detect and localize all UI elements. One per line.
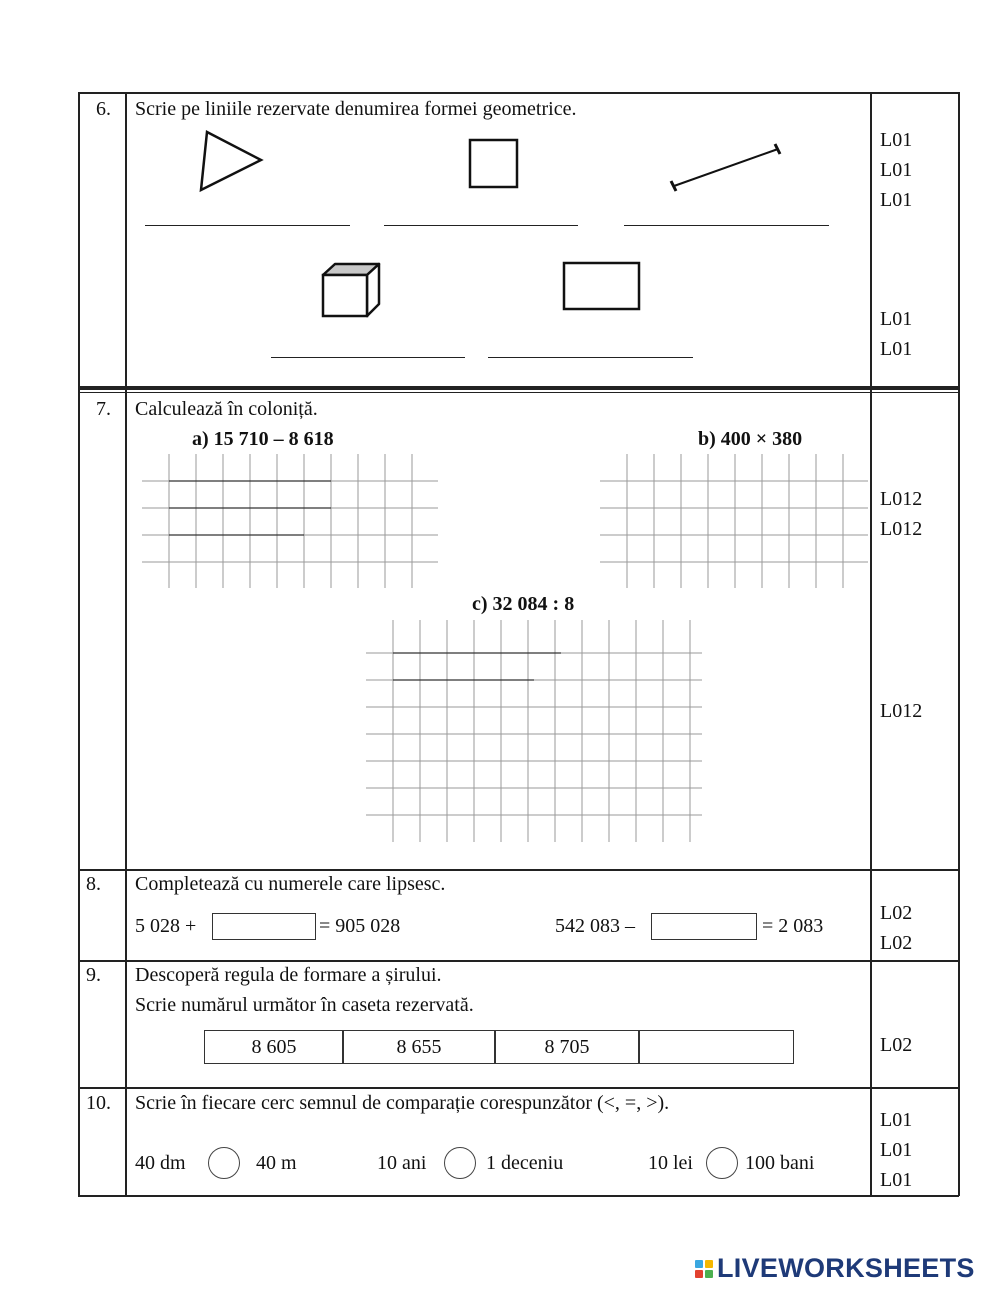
liveworksheets-logo[interactable] <box>695 1253 975 1284</box>
comparison-left: 10 ani <box>377 1152 427 1174</box>
level-label: L01 <box>880 1139 913 1161</box>
level-label: L01 <box>880 159 913 181</box>
comparison-right: 100 bani <box>745 1152 815 1174</box>
item-number: 9. <box>86 964 101 986</box>
triangle-shape <box>195 128 267 194</box>
item-number: 10. <box>86 1092 111 1114</box>
item-instruction: Completează cu numerele care lipsesc. <box>135 873 446 895</box>
calc-grid-b[interactable] <box>598 452 870 590</box>
equation-1-right: = 905 028 <box>319 915 401 937</box>
exercise-c: c) 32 084 : 8 <box>472 593 575 615</box>
equation-2-right: = 2 083 <box>762 915 824 937</box>
comparison-circle[interactable] <box>444 1147 476 1179</box>
item-instruction: Scrie pe liniile rezervate denumirea formei geometrice. <box>135 98 577 120</box>
level-label: L01 <box>880 308 913 330</box>
comparison-left: 10 lei <box>648 1152 693 1174</box>
item-instruction: Scrie în fiecare cerc semnul de comparație corespunzător (<, =, >). <box>135 1092 670 1114</box>
segment-shape <box>668 141 784 193</box>
level-label: L01 <box>880 1109 913 1131</box>
level-column <box>880 125 912 215</box>
comparison-right: 1 deceniu <box>486 1152 564 1174</box>
calc-grid-a[interactable] <box>140 452 440 590</box>
level-label: L01 <box>880 1169 913 1191</box>
missing-number-box-1[interactable] <box>212 913 316 940</box>
level-column <box>880 1030 912 1060</box>
sequence-cell: 8 605 <box>204 1030 344 1064</box>
level-label: L02 <box>880 932 913 954</box>
level-column <box>880 484 922 544</box>
level-label: L01 <box>880 129 913 151</box>
square-shape <box>466 136 522 192</box>
answer-line[interactable] <box>488 357 693 358</box>
answer-line[interactable] <box>624 225 829 226</box>
answer-line[interactable] <box>271 357 465 358</box>
level-label: L01 <box>880 338 913 360</box>
comparison-right: 40 m <box>256 1152 297 1174</box>
item-number: 8. <box>86 873 101 895</box>
sequence-cell: 8 705 <box>494 1030 640 1064</box>
level-label: L012 <box>880 518 923 540</box>
brand-name: LIVEWORKSHEETS <box>717 1253 975 1283</box>
level-column <box>880 696 922 726</box>
item-instruction-2: Scrie numărul următor în caseta rezervată. <box>135 994 474 1016</box>
level-label: L01 <box>880 189 913 211</box>
liveworksheets-logo-icon <box>695 1260 713 1278</box>
level-column <box>880 1105 912 1195</box>
comparison-left: 40 dm <box>135 1152 186 1174</box>
cube-shape <box>318 258 384 322</box>
sequence-cell: 8 655 <box>342 1030 496 1064</box>
answer-line[interactable] <box>145 225 350 226</box>
level-label: L012 <box>880 488 923 510</box>
rectangle-shape <box>559 258 645 314</box>
answer-line[interactable] <box>384 225 578 226</box>
item-number: 7. <box>96 398 111 420</box>
item-number: 6. <box>96 98 111 120</box>
level-label: L02 <box>880 902 913 924</box>
calc-grid-c[interactable] <box>364 618 704 844</box>
comparison-circle[interactable] <box>706 1147 738 1179</box>
equation-1-left: 5 028 + <box>135 915 197 937</box>
comparison-circle[interactable] <box>208 1147 240 1179</box>
level-column <box>880 898 912 958</box>
level-label: L012 <box>880 700 923 722</box>
sequence-answer-cell[interactable] <box>638 1030 794 1064</box>
item-instruction: Calculează în coloniță. <box>135 398 318 420</box>
exercise-a: a) 15 710 – 8 618 <box>192 428 334 450</box>
item-instruction: Descoperă regula de formare a șirului. <box>135 964 442 986</box>
exercise-b: b) 400 × 380 <box>698 428 803 450</box>
level-label: L02 <box>880 1034 913 1056</box>
missing-number-box-2[interactable] <box>651 913 757 940</box>
equation-2-left: 542 083 – <box>555 915 635 937</box>
level-column <box>880 304 912 364</box>
